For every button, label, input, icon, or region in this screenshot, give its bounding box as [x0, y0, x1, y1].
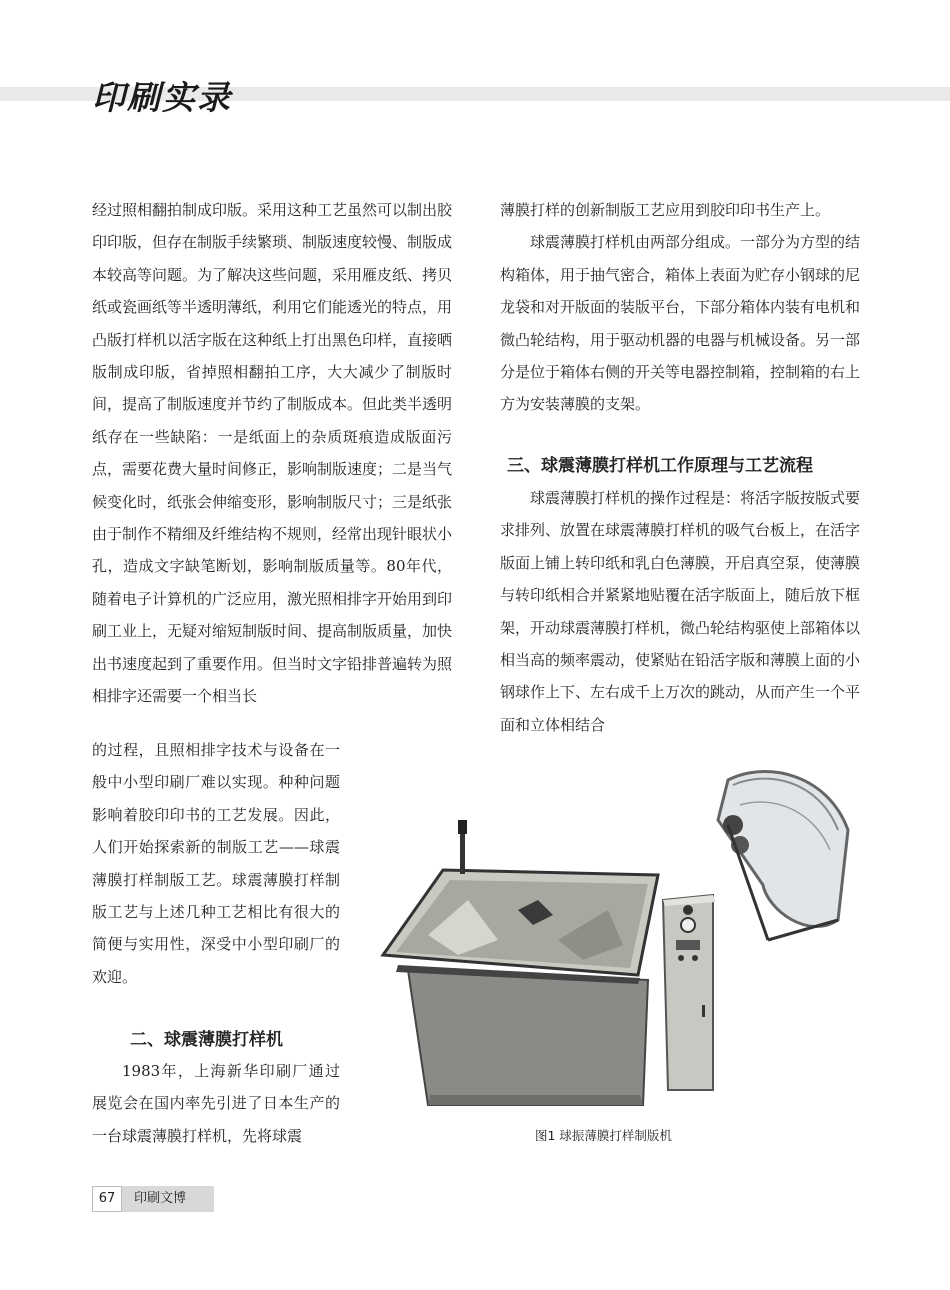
paragraph: 球震薄膜打样机的操作过程是：将活字版按版式要求排列、放置在球震薄膜打样机的吸气台板上，在活字版面上铺上转印纸和乳白色薄膜，开启真空泵，使薄膜与转印纸相合并紧紧地贴覆在活字版面上，随后放下框架，开动球震薄膜打样机，微凸轮结构驱使上部箱体以相当高的频率震动，使紧贴在铅活字版和薄膜上面的小钢球作上下、左右成千上万次的跳动，从而产生一个平面和立体相结合 — [500, 489, 861, 734]
paragraph: 薄膜打样的创新制版工艺应用到胶印印书生产上。 — [500, 201, 831, 219]
figure-caption: 图1 球振薄膜打样制版机 — [535, 1128, 672, 1143]
paragraph: 1983年，上海新华印刷厂通过展览会在国内率先引进了日本生产的一台球震薄膜打样机，先将球震 — [92, 1062, 340, 1145]
header-logo: 印刷实录 — [92, 78, 232, 117]
left-column-mid — [92, 734, 340, 993]
paragraph: 经过照相翻拍制成印版。采用这种工艺虽然可以制出胶印印版，但存在制版手续繁琐、制版速度较慢、制版成本较高等问题。为了解决这些问题，采用雁皮纸、拷贝纸或瓷画纸等半透明薄纸，利用它们能透光的特点，用凸版打样机以活字版在这种纸上打出黑色印样，直接晒版制成印版，省掉照相翻拍工序，大大减少了制版时间，提高了制版速度并节约了制版成本。但此类半透明纸存在一些缺陷：一是纸面上的杂质斑痕造成版面污点，需要花费大量时间修正，影响制版速度；二是当气候变化时，纸张会伸缩变形，影响制版尺寸；三是纸张由于制作不精细及纤维结构不规则，经常出现针眼状小孔，造成文字缺笔断划，影响制版质量等。80年代，随着电子计算机的广泛应用，激光照相排字开始用到印刷工业上，无疑对缩短制版时间、提高制版质量，加快出书速度起到了重要作用。但当时文字铅排普遍转为照相排字还需要一个相当长 — [92, 201, 453, 706]
publication-name: 印刷文博 — [122, 1186, 214, 1212]
paragraph: 的过程，且照相排字技术与设备在一般中小型印刷厂难以实现。种种问题影响着胶印印书的工艺发展。因此，人们开始探索新的制版工艺——球震薄膜打样制版工艺。球震薄膜打样制版工艺与上述几种工艺相比有很大的简便与实用性，深受中小型印刷厂的欢迎。 — [92, 741, 340, 986]
machine-photo — [368, 760, 868, 1120]
section-heading-2: 二、球震薄膜打样机 — [130, 1030, 283, 1050]
footer — [92, 1186, 214, 1212]
paragraph: 球震薄膜打样机由两部分组成。一部分为方型的结构箱体，用于抽气密合，箱体上表面为贮存小钢球的尼龙袋和对开版面的装版平台，下部分箱体内装有电机和微凸轮结构，用于驱动机器的电器与机械设备。另一部分是位于箱体右侧的开关等电器控制箱，控制箱的右上方为安装薄膜的支架。 — [500, 233, 861, 414]
left-column-bottom — [92, 1055, 340, 1152]
right-column-top — [500, 194, 860, 421]
left-column-top — [92, 194, 452, 713]
right-column-bottom — [500, 482, 860, 741]
page-number: 67 — [92, 1186, 122, 1212]
section-heading-3: 三、球震薄膜打样机工作原理与工艺流程 — [507, 456, 813, 476]
